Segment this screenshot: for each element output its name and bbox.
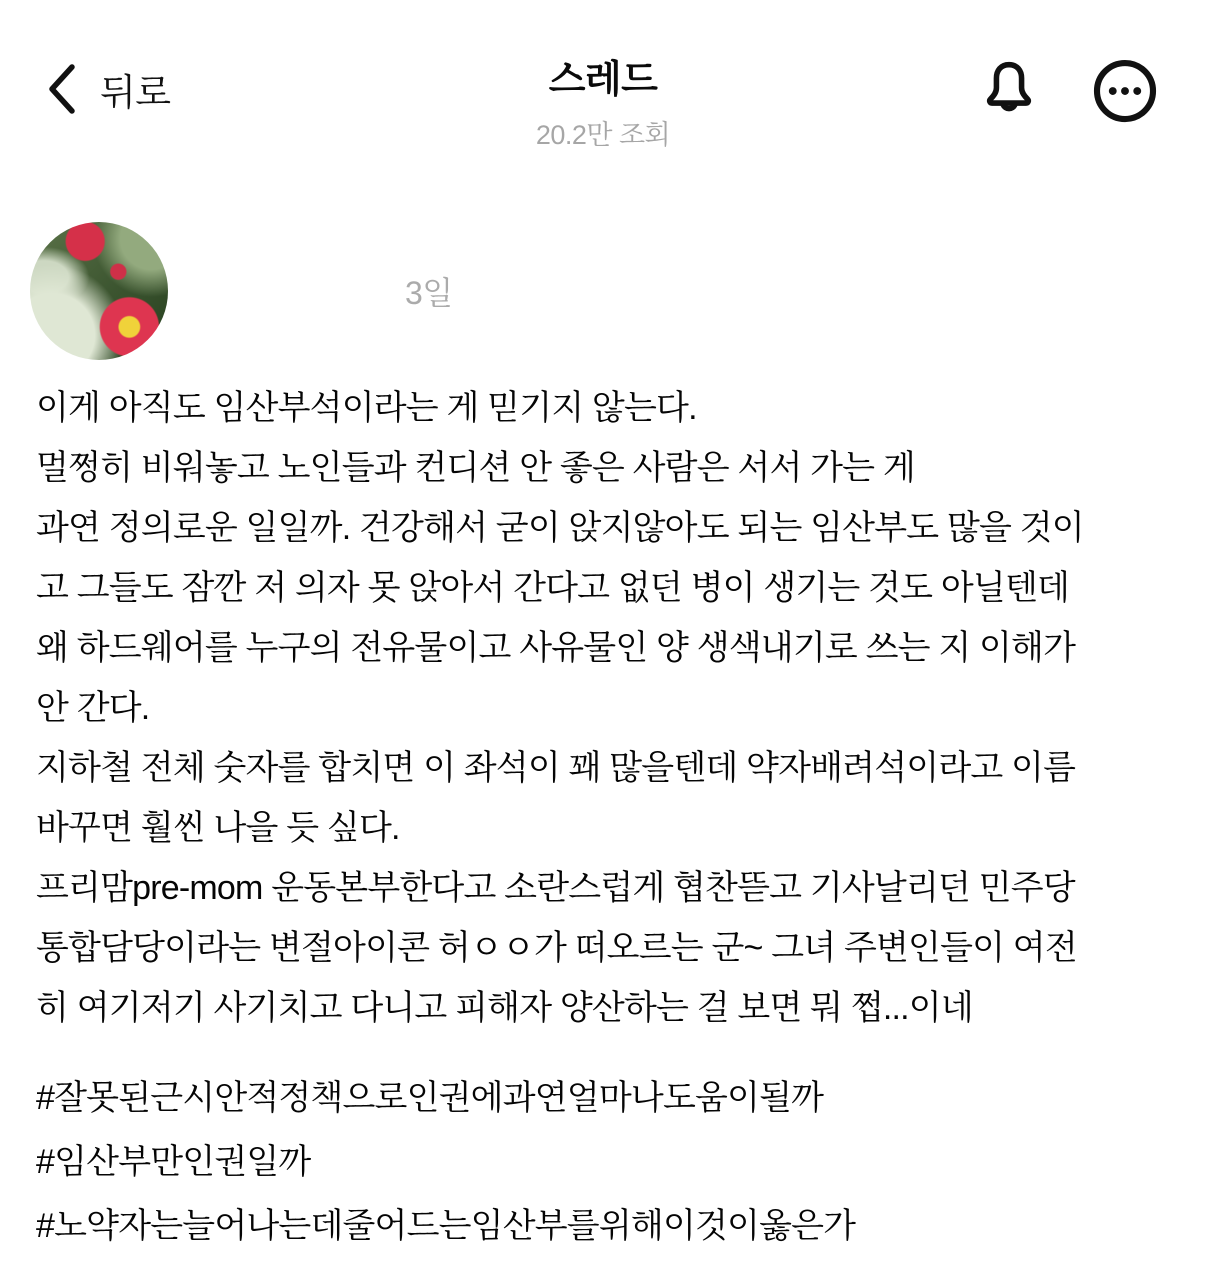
post-text-line: 프리맘pre-mom 운동본부한다고 소란스럽게 협찬뜯고 기사날리던 민주당 <box>36 869 1075 907</box>
header <box>0 0 1206 160</box>
header-actions <box>980 56 1160 131</box>
post-text-line: 왜 하드웨어를 누구의 전유물이고 사유물인 양 생색내기로 쓰는 지 이해가 <box>36 629 1076 667</box>
view-count: 20.2만 조회 <box>535 120 671 150</box>
hashtag[interactable]: #노약자는늘어나는데줄어드는임산부를위해이것이옳은가 <box>36 1207 856 1245</box>
post-body <box>36 378 1196 1038</box>
hashtag-list <box>36 1066 1196 1258</box>
post-text-line: 과연 정의로운 일일까. 건강해서 굳이 앉지않아도 되는 임산부도 많을 것이 <box>36 509 1084 547</box>
page-title: 스레드 <box>548 59 658 101</box>
post-text-line: 통합담당이라는 변절아이콘 허ㅇㅇ가 떠오르는 군~ 그녀 주변인들이 여전 <box>36 929 1077 967</box>
post-text-line: 이게 아직도 임산부석이라는 게 믿기지 않는다. <box>36 389 697 427</box>
post-text-line: 안 간다. <box>36 689 150 727</box>
post-text-line: 멀쩡히 비워놓고 노인들과 컨디션 안 좋은 사람은 서서 가는 게 <box>36 449 915 487</box>
hashtag[interactable]: #임산부만인권일까 <box>36 1143 311 1181</box>
back-label: 뒤로 <box>100 72 171 113</box>
avatar[interactable] <box>30 222 168 360</box>
bell-icon[interactable] <box>980 58 1038 129</box>
post-text-line: 지하철 전체 숫자를 합치면 이 좌석이 꽤 많을텐데 약자배려석이라고 이름 <box>36 749 1076 787</box>
post-text-line: 바꾸면 훨씬 나을 듯 싶다. <box>36 809 400 847</box>
post-text-line: 히 여기저기 사기치고 다니고 피해자 양산하는 걸 보면 뭐 쩝...이네 <box>36 989 973 1027</box>
hashtag[interactable]: #잘못된근시안적정책으로인권에과연얼마나도움이될까 <box>36 1079 824 1117</box>
post-text-line: 고 그들도 잠깐 저 의자 못 앉아서 간다고 없던 병이 생기는 것도 아닐텐데 <box>36 569 1070 607</box>
post-timestamp: 3일 <box>405 275 453 311</box>
more-options-icon[interactable] <box>1090 56 1160 131</box>
